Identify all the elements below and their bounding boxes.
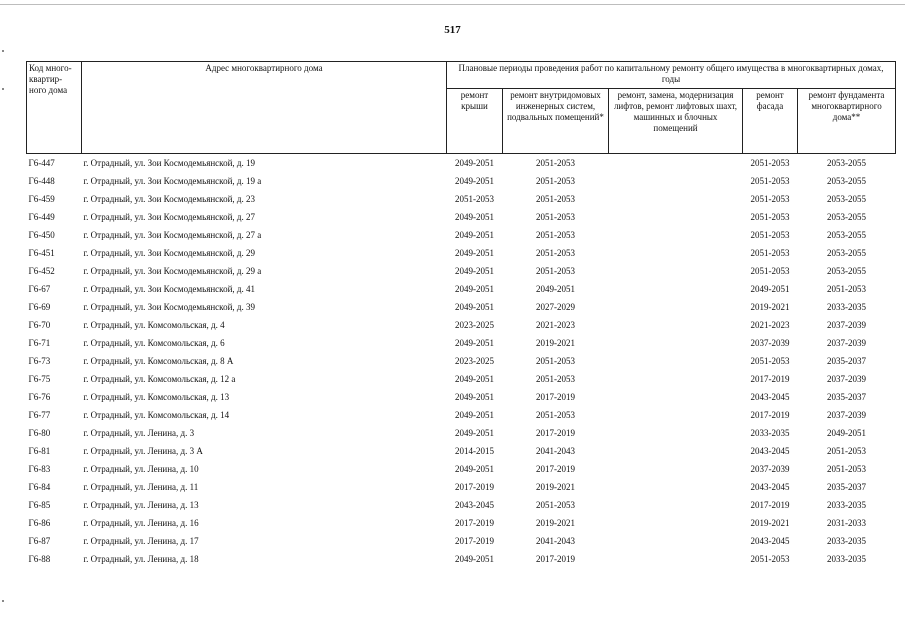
cell-foundation: 2049-2051 — [827, 428, 867, 438]
cell-roof: 2049-2051 — [455, 248, 494, 258]
cell-facade: 2043-2045 — [750, 446, 790, 456]
cell-foundation: 2053-2055 — [827, 194, 867, 204]
cell-elevators — [609, 442, 743, 460]
table-row — [27, 208, 896, 226]
cell-engineering: 2051-2053 — [536, 500, 575, 510]
cell-code: Г6-88 — [28, 554, 51, 564]
cell-elevators — [609, 154, 743, 173]
cell-code: Г6-449 — [28, 212, 55, 222]
cell-facade: 2049-2051 — [750, 284, 790, 294]
cell-elevators — [609, 550, 743, 568]
header-foundation: ремонт фундамента многоквартирного дома** — [798, 89, 896, 154]
cell-address: г. Отрадный, ул. Комсомольская, д. 12 а — [83, 374, 236, 384]
cell-engineering: 2051-2053 — [536, 248, 575, 258]
table-row — [27, 316, 896, 334]
cell-code: Г6-86 — [28, 518, 51, 528]
cell-roof: 2049-2051 — [455, 284, 494, 294]
table-row — [27, 478, 896, 496]
cell-roof: 2049-2051 — [455, 176, 494, 186]
table-row — [27, 334, 896, 352]
cell-roof: 2049-2051 — [455, 554, 494, 564]
cell-roof: 2049-2051 — [455, 464, 494, 474]
cell-facade: 2051-2053 — [750, 356, 790, 366]
cell-foundation: 2035-2037 — [827, 392, 867, 402]
table-row — [27, 406, 896, 424]
cell-elevators — [609, 208, 743, 226]
cell-foundation: 2051-2053 — [827, 284, 867, 294]
table-row — [27, 226, 896, 244]
cell-roof: 2014-2015 — [455, 446, 494, 456]
cell-code: Г6-84 — [28, 482, 51, 492]
table-row — [27, 244, 896, 262]
table-row — [27, 514, 896, 532]
cell-engineering: 2051-2053 — [536, 410, 575, 420]
cell-code: Г6-83 — [28, 464, 51, 474]
cell-elevators — [609, 334, 743, 352]
cell-code: Г6-71 — [28, 338, 51, 348]
cell-roof: 2051-2053 — [455, 194, 494, 204]
header-elevators: ремонт, замена, модернизация лифтов, ремонт лифтовых шахт, машинных и блочных помещений — [609, 89, 743, 154]
header-engineering: ремонт внутридомовых инженерных систем, подвальных помещений* — [503, 89, 609, 154]
cell-code: Г6-451 — [28, 248, 55, 258]
cell-roof: 2043-2045 — [455, 500, 494, 510]
cell-roof: 2049-2051 — [455, 302, 494, 312]
cell-roof: 2017-2019 — [455, 482, 494, 492]
cell-engineering: 2051-2053 — [536, 158, 575, 168]
cell-code: Г6-81 — [28, 446, 51, 456]
cell-elevators — [609, 424, 743, 442]
table-row — [27, 460, 896, 478]
cell-foundation: 2033-2035 — [827, 302, 867, 312]
cell-roof: 2049-2051 — [455, 410, 494, 420]
cell-engineering: 2027-2029 — [536, 302, 575, 312]
cell-address: г. Отрадный, ул. Ленина, д. 18 — [83, 554, 199, 564]
table-row — [27, 280, 896, 298]
cell-roof: 2049-2051 — [455, 392, 494, 402]
cell-facade: 2033-2035 — [750, 428, 790, 438]
cell-address: г. Отрадный, ул. Комсомольская, д. 14 — [83, 410, 230, 420]
cell-address: г. Отрадный, ул. Зои Космодемьянской, д. 19 — [83, 158, 255, 168]
cell-elevators — [609, 478, 743, 496]
cell-address: г. Отрадный, ул. Ленина, д. 3 А — [83, 446, 203, 456]
cell-elevators — [609, 280, 743, 298]
cell-engineering: 2041-2043 — [536, 536, 575, 546]
cell-code: Г6-80 — [28, 428, 51, 438]
cell-roof: 2017-2019 — [455, 536, 494, 546]
cell-address: г. Отрадный, ул. Зои Космодемьянской, д. 41 — [83, 284, 255, 294]
cell-facade: 2051-2053 — [750, 248, 790, 258]
header-facade: ремонт фасада — [743, 89, 798, 154]
header-roof: ремонт крыши — [447, 89, 503, 154]
cell-elevators — [609, 370, 743, 388]
cell-code: Г6-452 — [28, 266, 55, 276]
cell-address: г. Отрадный, ул. Комсомольская, д. 8 А — [83, 356, 234, 366]
cell-foundation: 2053-2055 — [827, 176, 867, 186]
cell-facade: 2051-2053 — [750, 266, 790, 276]
cell-facade: 2051-2053 — [750, 158, 790, 168]
scan-speck — [2, 50, 4, 52]
cell-foundation: 2053-2055 — [827, 248, 867, 258]
cell-facade: 2019-2021 — [750, 302, 790, 312]
cell-code: Г6-70 — [28, 320, 51, 330]
cell-address: г. Отрадный, ул. Зои Космодемьянской, д. 23 — [83, 194, 255, 204]
cell-address: г. Отрадный, ул. Ленина, д. 13 — [83, 500, 199, 510]
cell-code: Г6-87 — [28, 536, 51, 546]
cell-address: г. Отрадный, ул. Комсомольская, д. 6 — [83, 338, 225, 348]
cell-address: г. Отрадный, ул. Зои Космодемьянской, д. 29 а — [83, 266, 262, 276]
cell-address: г. Отрадный, ул. Зои Космодемьянской, д. 27 — [83, 212, 255, 222]
cell-address: г. Отрадный, ул. Ленина, д. 16 — [83, 518, 199, 528]
cell-code: Г6-450 — [28, 230, 55, 240]
table-row — [27, 370, 896, 388]
cell-facade: 2019-2021 — [750, 518, 790, 528]
cell-address: г. Отрадный, ул. Зои Космодемьянской, д. 39 — [83, 302, 255, 312]
cell-roof: 2023-2025 — [455, 320, 494, 330]
cell-code: Г6-459 — [28, 194, 55, 204]
cell-foundation: 2033-2035 — [827, 536, 867, 546]
cell-facade: 2051-2053 — [750, 176, 790, 186]
cell-facade: 2043-2045 — [750, 482, 790, 492]
cell-foundation: 2035-2037 — [827, 482, 867, 492]
cell-elevators — [609, 262, 743, 280]
cell-engineering: 2051-2053 — [536, 212, 575, 222]
cell-foundation: 2051-2053 — [827, 464, 867, 474]
cell-elevators — [609, 388, 743, 406]
cell-roof: 2023-2025 — [455, 356, 494, 366]
cell-facade: 2043-2045 — [750, 392, 790, 402]
cell-foundation: 2033-2035 — [827, 554, 867, 564]
table-row — [27, 154, 896, 173]
cell-roof: 2049-2051 — [455, 230, 494, 240]
cell-facade: 2017-2019 — [750, 410, 790, 420]
cell-engineering: 2017-2019 — [536, 464, 575, 474]
cell-code: Г6-76 — [28, 392, 51, 402]
cell-elevators — [609, 406, 743, 424]
cell-elevators — [609, 352, 743, 370]
cell-engineering: 2051-2053 — [536, 176, 575, 186]
cell-engineering: 2051-2053 — [536, 194, 575, 204]
cell-code: Г6-448 — [28, 176, 55, 186]
cell-foundation: 2037-2039 — [827, 410, 867, 420]
cell-elevators — [609, 244, 743, 262]
scan-top-rule — [0, 4, 905, 5]
table-row — [27, 442, 896, 460]
cell-address: г. Отрадный, ул. Зои Космодемьянской, д. 19 а — [83, 176, 262, 186]
cell-foundation: 2053-2055 — [827, 266, 867, 276]
scan-speck — [2, 88, 4, 90]
cell-elevators — [609, 190, 743, 208]
cell-address: г. Отрадный, ул. Зои Космодемьянской, д. 27 а — [83, 230, 262, 240]
cell-elevators — [609, 316, 743, 334]
cell-address: г. Отрадный, ул. Ленина, д. 11 — [83, 482, 199, 492]
cell-engineering: 2049-2051 — [536, 284, 575, 294]
cell-address: г. Отрадный, ул. Ленина, д. 10 — [83, 464, 199, 474]
header-planned-periods: Плановые периоды проведения работ по капитальному ремонту общего имущества в многоквартирных домах, годы — [447, 62, 896, 89]
cell-engineering: 2051-2053 — [536, 374, 575, 384]
table-row — [27, 532, 896, 550]
cell-engineering: 2051-2053 — [536, 356, 575, 366]
cell-code: Г6-69 — [28, 302, 51, 312]
cell-facade: 2017-2019 — [750, 374, 790, 384]
cell-code: Г6-73 — [28, 356, 51, 366]
cell-roof: 2049-2051 — [455, 338, 494, 348]
scan-speck — [2, 600, 4, 602]
table-row — [27, 424, 896, 442]
cell-roof: 2049-2051 — [455, 428, 494, 438]
cell-engineering: 2021-2023 — [536, 320, 575, 330]
cell-engineering: 2017-2019 — [536, 554, 575, 564]
cell-facade: 2051-2053 — [750, 554, 790, 564]
cell-foundation: 2035-2037 — [827, 356, 867, 366]
cell-foundation: 2051-2053 — [827, 446, 867, 456]
cell-elevators — [609, 460, 743, 478]
table-row — [27, 550, 896, 568]
cell-engineering: 2019-2021 — [536, 338, 575, 348]
cell-address: г. Отрадный, ул. Ленина, д. 17 — [83, 536, 199, 546]
cell-elevators — [609, 532, 743, 550]
cell-code: Г6-447 — [28, 158, 55, 168]
cell-facade: 2051-2053 — [750, 212, 790, 222]
table-row — [27, 298, 896, 316]
cell-roof: 2017-2019 — [455, 518, 494, 528]
cell-elevators — [609, 514, 743, 532]
cell-code: Г6-67 — [28, 284, 51, 294]
cell-roof: 2049-2051 — [455, 158, 494, 168]
cell-facade: 2017-2019 — [750, 500, 790, 510]
cell-engineering: 2051-2053 — [536, 230, 575, 240]
table-row — [27, 388, 896, 406]
cell-facade: 2051-2053 — [750, 230, 790, 240]
page-number: 517 — [444, 24, 461, 36]
cell-code: Г6-75 — [28, 374, 51, 384]
cell-foundation: 2037-2039 — [827, 320, 867, 330]
cell-engineering: 2017-2019 — [536, 392, 575, 402]
cell-address: г. Отрадный, ул. Комсомольская, д. 4 — [83, 320, 225, 330]
header-code: Код много-квартир-ного дома — [27, 62, 82, 154]
capital-repair-schedule-table — [26, 61, 896, 568]
table-row — [27, 262, 896, 280]
table-row — [27, 496, 896, 514]
cell-engineering: 2051-2053 — [536, 266, 575, 276]
cell-engineering: 2019-2021 — [536, 518, 575, 528]
cell-address: г. Отрадный, ул. Комсомольская, д. 13 — [83, 392, 230, 402]
cell-elevators — [609, 172, 743, 190]
cell-code: Г6-85 — [28, 500, 51, 510]
cell-roof: 2049-2051 — [455, 212, 494, 222]
cell-foundation: 2037-2039 — [827, 338, 867, 348]
cell-foundation: 2031-2033 — [827, 518, 867, 528]
cell-facade: 2043-2045 — [750, 536, 790, 546]
cell-facade: 2051-2053 — [750, 194, 790, 204]
cell-roof: 2049-2051 — [455, 374, 494, 384]
cell-facade: 2037-2039 — [750, 464, 790, 474]
cell-facade: 2021-2023 — [750, 320, 790, 330]
cell-code: Г6-77 — [28, 410, 51, 420]
cell-address: г. Отрадный, ул. Ленина, д. 3 — [83, 428, 195, 438]
cell-foundation: 2037-2039 — [827, 374, 867, 384]
cell-address: г. Отрадный, ул. Зои Космодемьянской, д. 29 — [83, 248, 255, 258]
table-body — [27, 154, 896, 569]
cell-facade: 2037-2039 — [750, 338, 790, 348]
header-address: Адрес многоквартирного дома — [82, 62, 447, 154]
cell-elevators — [609, 226, 743, 244]
cell-foundation: 2053-2055 — [827, 158, 867, 168]
cell-roof: 2049-2051 — [455, 266, 494, 276]
table-row — [27, 172, 896, 190]
cell-elevators — [609, 496, 743, 514]
table-row — [27, 352, 896, 370]
cell-engineering: 2041-2043 — [536, 446, 575, 456]
cell-engineering: 2019-2021 — [536, 482, 575, 492]
table-row — [27, 190, 896, 208]
cell-foundation: 2053-2055 — [827, 230, 867, 240]
cell-elevators — [609, 298, 743, 316]
cell-engineering: 2017-2019 — [536, 428, 575, 438]
cell-foundation: 2053-2055 — [827, 212, 867, 222]
cell-foundation: 2033-2035 — [827, 500, 867, 510]
